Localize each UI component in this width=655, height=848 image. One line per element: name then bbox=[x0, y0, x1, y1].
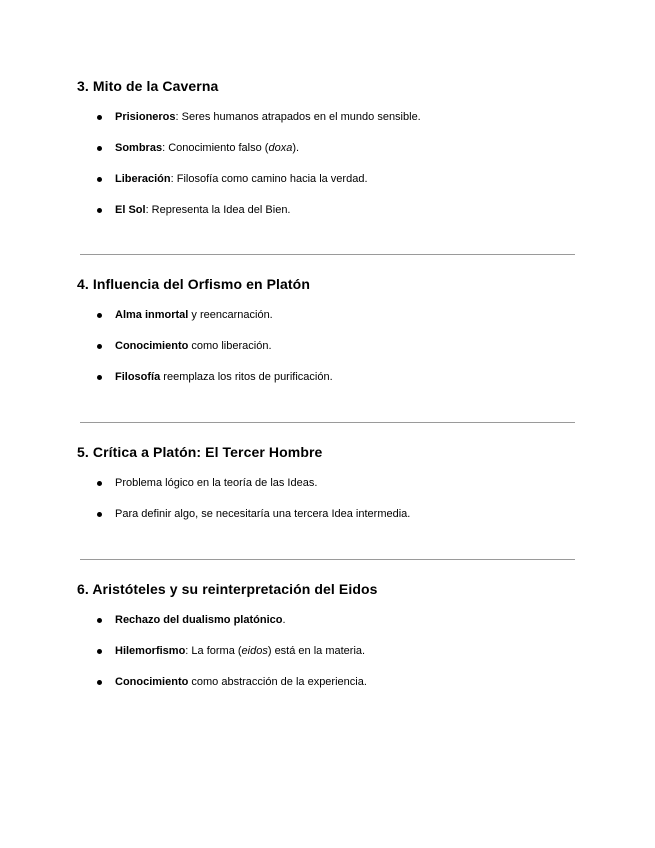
item-term: Hilemorfismo bbox=[115, 645, 186, 657]
bullet-icon bbox=[97, 177, 102, 182]
item-text: ) está en la materia. bbox=[267, 645, 366, 657]
bullet-icon bbox=[97, 649, 102, 654]
bullet-list bbox=[77, 613, 577, 689]
section-divider bbox=[80, 254, 575, 255]
list-item bbox=[77, 339, 577, 353]
item-emphasis: doxa bbox=[268, 142, 293, 154]
list-item bbox=[77, 110, 577, 124]
section-divider bbox=[80, 559, 575, 560]
item-text: y reencarnación. bbox=[188, 309, 273, 321]
section-aristoteles bbox=[77, 580, 577, 689]
item-text: reemplaza los ritos de purificación. bbox=[160, 371, 333, 383]
list-item bbox=[77, 308, 577, 322]
bullet-icon bbox=[97, 680, 102, 685]
bullet-icon bbox=[97, 344, 102, 349]
item-text: : La forma ( bbox=[185, 645, 242, 657]
item-term: Liberación bbox=[115, 173, 171, 185]
bullet-icon bbox=[97, 146, 102, 151]
item-term: Rechazo del dualismo platónico bbox=[115, 614, 283, 626]
section-tercer-hombre bbox=[77, 443, 577, 521]
list-item bbox=[77, 141, 577, 155]
bullet-icon bbox=[97, 313, 102, 318]
bullet-icon bbox=[97, 618, 102, 623]
list-item bbox=[77, 203, 577, 217]
bullet-icon bbox=[97, 512, 102, 517]
item-text: : Representa la Idea del Bien. bbox=[145, 204, 291, 216]
bullet-icon bbox=[97, 115, 102, 120]
item-text: Para definir algo, se necesitaría una tercera Idea intermedia. bbox=[115, 508, 411, 520]
section-orfismo bbox=[77, 275, 577, 384]
item-text: ). bbox=[292, 142, 300, 154]
item-text: como liberación. bbox=[188, 340, 272, 352]
list-item bbox=[77, 370, 577, 384]
item-text: : Seres humanos atrapados en el mundo sensible. bbox=[175, 111, 421, 123]
item-term: El Sol bbox=[115, 204, 146, 216]
item-term: Conocimiento bbox=[115, 676, 189, 688]
item-text: : Filosofía como camino hacia la verdad. bbox=[170, 173, 368, 185]
bullet-icon bbox=[97, 481, 102, 486]
section-heading: 6. Aristóteles y su reinterpretación del Eidos bbox=[77, 581, 378, 597]
item-text: : Conocimiento falso ( bbox=[162, 142, 269, 154]
bullet-list bbox=[77, 308, 577, 384]
item-term: Alma inmortal bbox=[115, 309, 189, 321]
bullet-list bbox=[77, 110, 577, 217]
bullet-list bbox=[77, 476, 577, 521]
item-text: . bbox=[282, 614, 286, 626]
bullet-icon bbox=[97, 208, 102, 213]
list-item bbox=[77, 675, 577, 689]
item-term: Sombras bbox=[115, 142, 163, 154]
bullet-icon bbox=[97, 375, 102, 380]
section-heading: 5. Crítica a Platón: El Tercer Hombre bbox=[77, 444, 323, 460]
section-mito-caverna bbox=[77, 77, 577, 217]
item-term: Prisioneros bbox=[115, 111, 176, 123]
item-emphasis: eidos bbox=[241, 645, 268, 657]
list-item bbox=[77, 644, 577, 658]
item-term: Conocimiento bbox=[115, 340, 189, 352]
section-heading: 4. Influencia del Orfismo en Platón bbox=[77, 276, 310, 292]
section-divider bbox=[80, 422, 575, 423]
list-item bbox=[77, 476, 577, 490]
section-heading: 3. Mito de la Caverna bbox=[77, 78, 219, 94]
list-item bbox=[77, 507, 577, 521]
list-item bbox=[77, 172, 577, 186]
item-text: Problema lógico en la teoría de las Ideas. bbox=[115, 477, 318, 489]
item-term: Filosofía bbox=[115, 371, 161, 383]
item-text: como abstracción de la experiencia. bbox=[188, 676, 367, 688]
list-item bbox=[77, 613, 577, 627]
